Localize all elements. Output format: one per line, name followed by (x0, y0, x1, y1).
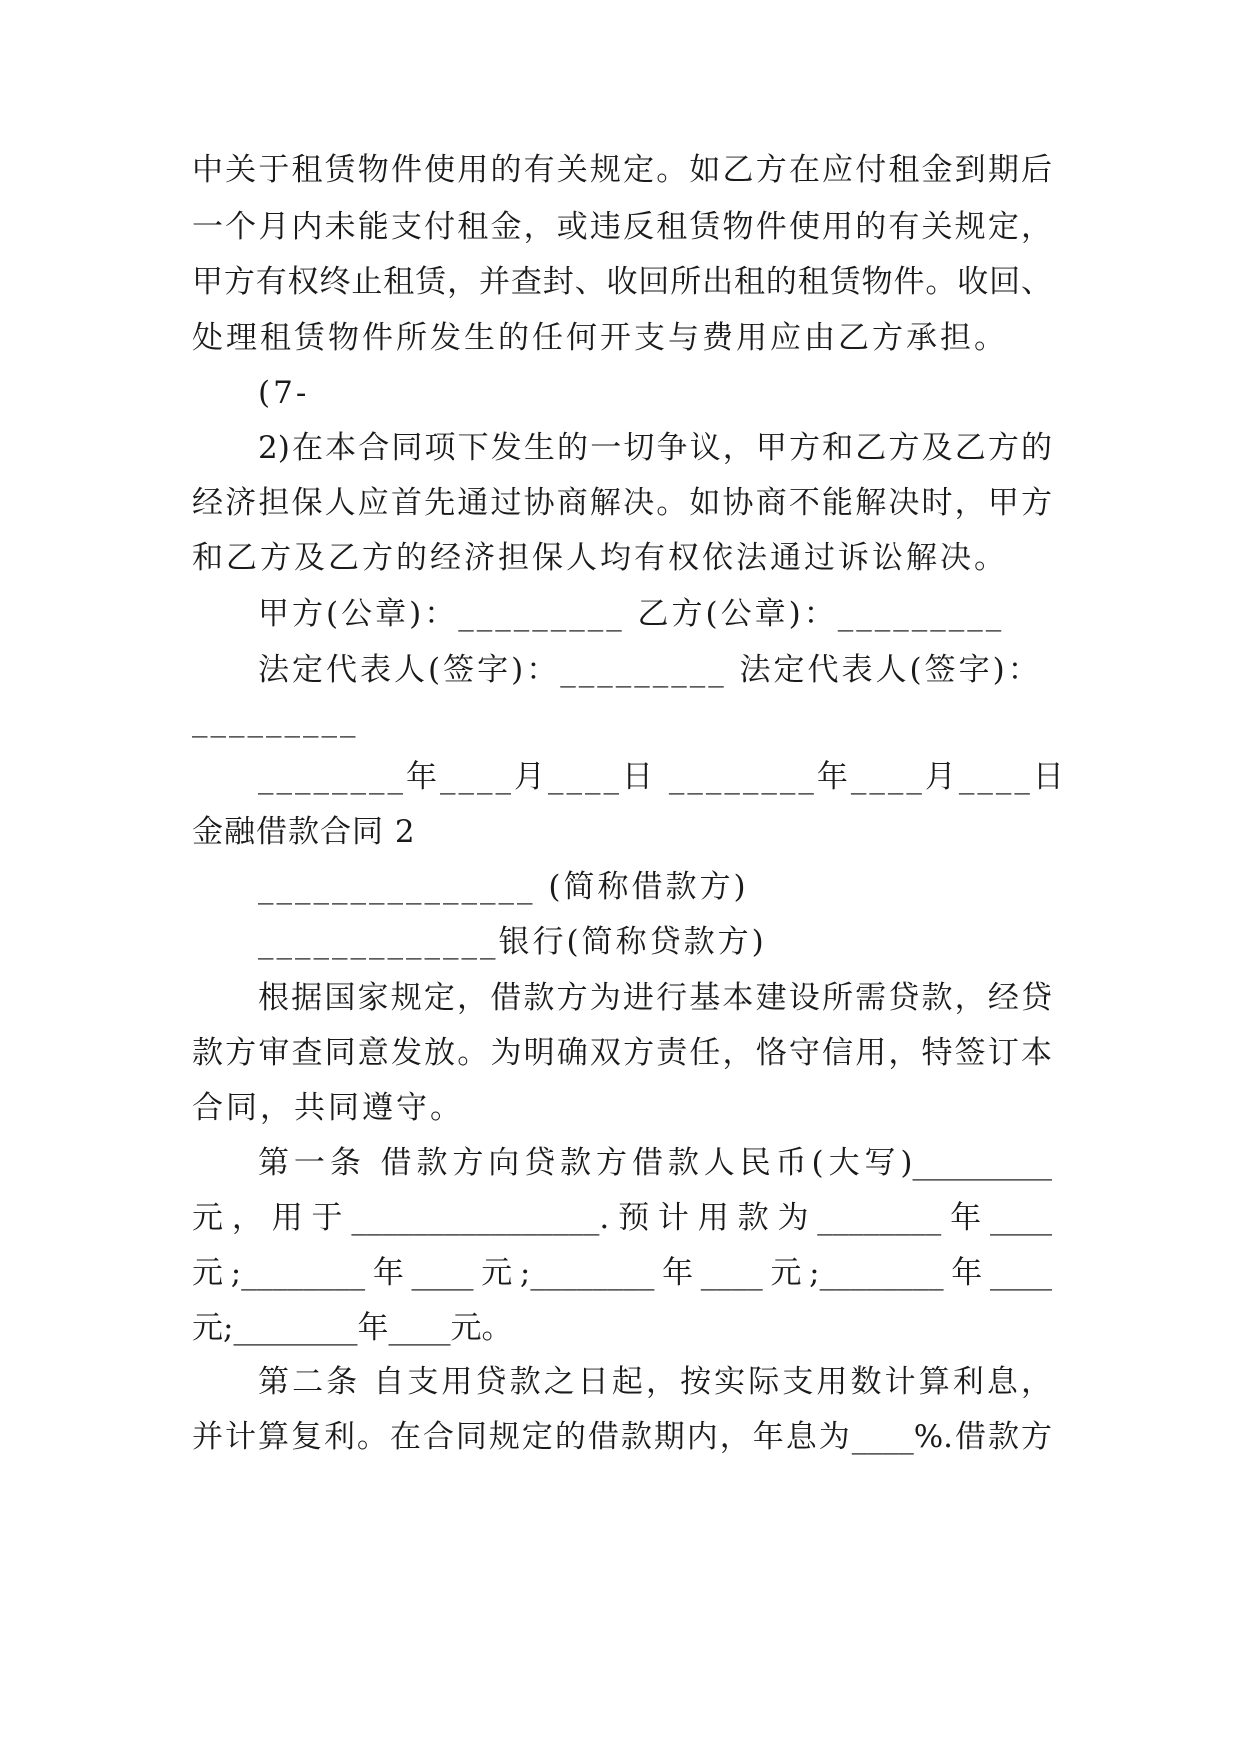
lender-line: _____________银行(简称贷款方) (258, 924, 767, 960)
paragraph-line: 一个月内未能支付租金，或违反租赁物件使用的有关规定， (192, 209, 1052, 245)
paragraph-line: 2)在本合同项下发生的一切争议，甲方和乙方及乙方的 (258, 430, 1052, 466)
paragraph-line: 和乙方及乙方的经济担保人均有权依法通过诉讼解决。 (192, 540, 1008, 576)
paragraph-line: 合同，共同遵守。 (192, 1090, 464, 1126)
paragraph-line: 甲方有权终止租赁，并查封、收回所出租的租赁物件。收回、 (192, 264, 1052, 300)
borrower-line: _______________ (简称借款方) (258, 869, 749, 905)
article-1-line: 元;________年____元。 (192, 1310, 513, 1346)
article-2-line: 第二条 自支用贷款之日起，按实际支用数计算利息， (258, 1364, 1052, 1400)
paragraph-line: 中关于租赁物件使用的有关规定。如乙方在应付租金到期后 (192, 152, 1052, 188)
signature-date-line: ________年____月____日 ________年____月____日 (258, 759, 1067, 795)
paragraph-line: 经济担保人应首先通过协商解决。如协商不能解决时，甲方 (192, 485, 1052, 521)
section-title: 金融借款合同 2 (192, 814, 416, 850)
paragraph-line: 根据国家规定，借款方为进行基本建设所需贷款，经贷 (258, 980, 1052, 1016)
article-2-line: 并计算复利。在合同规定的借款期内，年息为____%.借款方 (192, 1419, 1052, 1455)
signature-party-line: 甲方(公章)：_________ 乙方(公章)：_________ (258, 596, 1005, 632)
signature-blank: _________ (192, 702, 359, 738)
article-1-line: 元，用于________________.预计用款为________年____ (192, 1200, 1052, 1236)
signature-representative-line: 法定代表人(签字)：_________ 法定代表人(签字)： (258, 652, 1042, 688)
article-1-line: 元;________年____元;________年____元;________年____ (192, 1255, 1052, 1291)
paragraph-line: 款方审查同意发放。为明确双方责任，恪守信用，特签订本 (192, 1035, 1052, 1071)
article-1-line: 第一条 借款方向贷款方借款人民币(大写)_________ (258, 1145, 1052, 1181)
clause-number: (7- (258, 375, 310, 411)
paragraph-line: 处理租赁物件所发生的任何开支与费用应由乙方承担。 (192, 320, 1008, 356)
